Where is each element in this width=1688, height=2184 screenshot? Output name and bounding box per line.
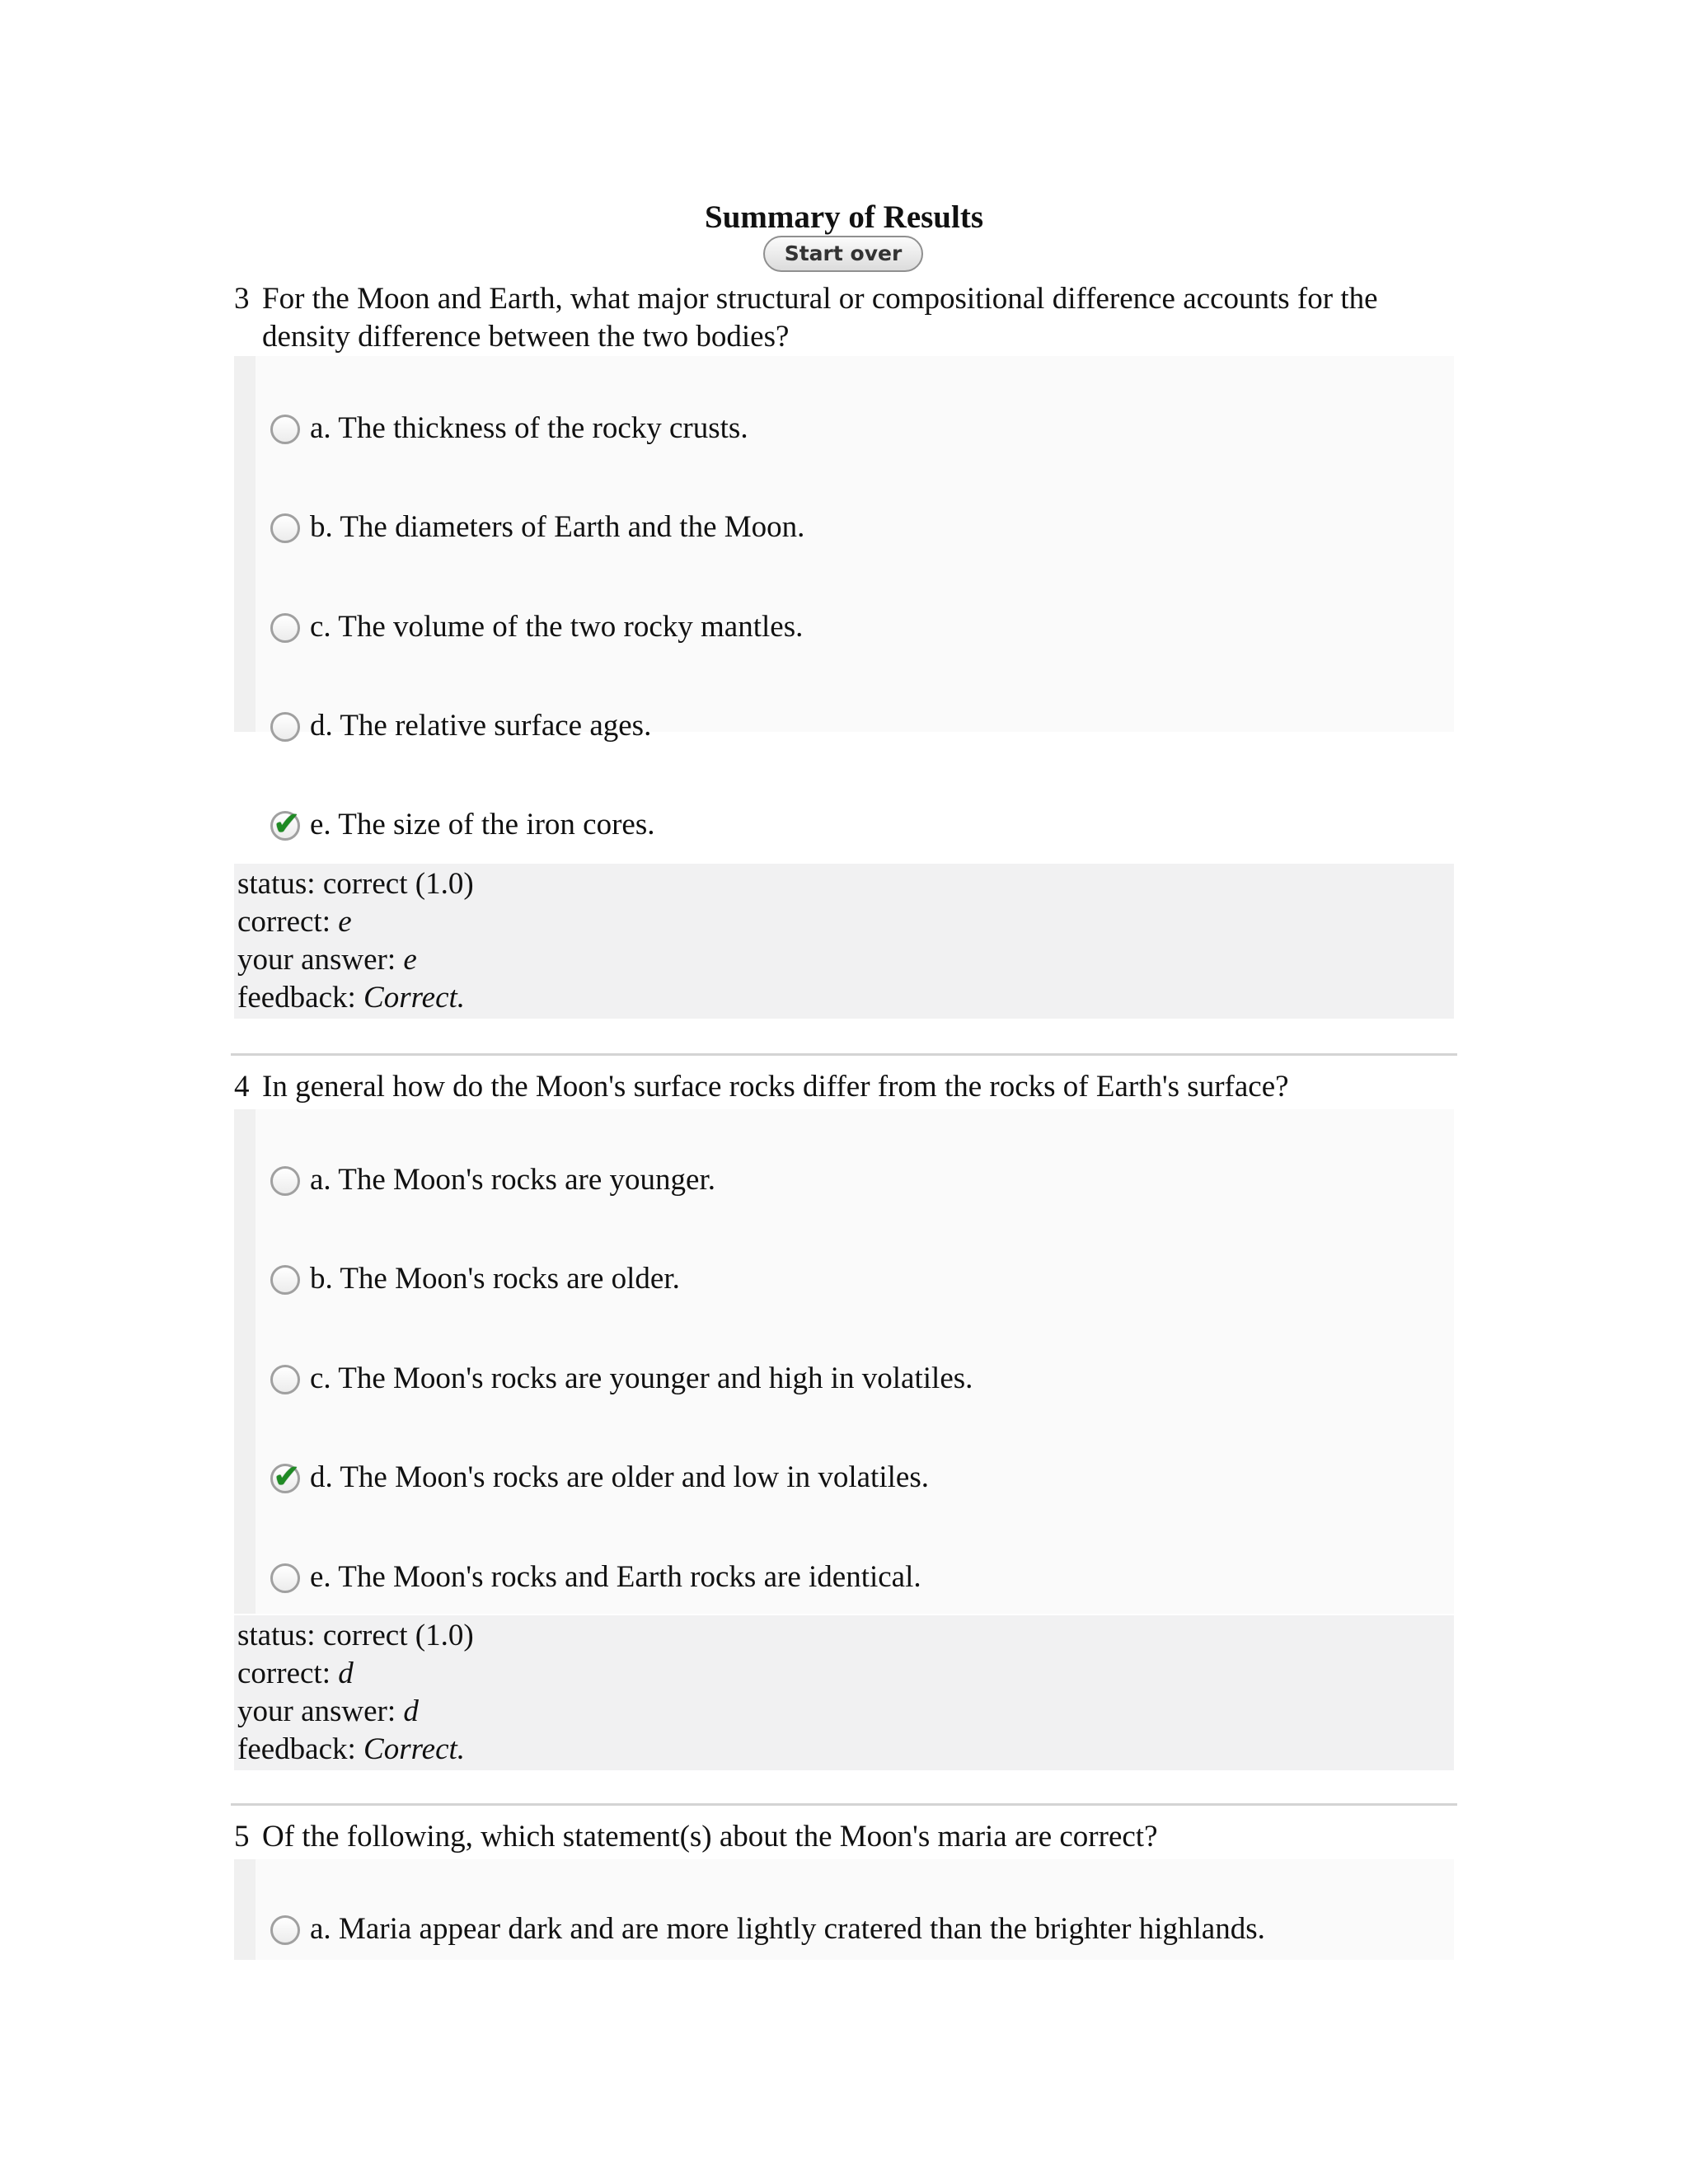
- choice-label: b. The Moon's rocks are older.: [310, 1262, 680, 1296]
- radio-unchecked-icon[interactable]: [270, 513, 300, 543]
- radio-unchecked-icon[interactable]: [270, 1166, 300, 1196]
- question-3: [234, 280, 1454, 1022]
- correct-line: [237, 903, 1451, 941]
- correct-label: correct:: [237, 905, 331, 939]
- answer-label: your answer:: [237, 1694, 396, 1728]
- status-label: status:: [237, 1619, 316, 1652]
- question-number: 3: [234, 282, 250, 316]
- question-4: [234, 1068, 1454, 1777]
- status-line: [237, 865, 1451, 903]
- result-status-box: [234, 1615, 1454, 1770]
- question-prompt: Of the following, which statement(s) about the Moon's maria are correct?: [262, 1820, 1158, 1854]
- choice-label: e. The Moon's rocks and Earth rocks are identical.: [310, 1560, 921, 1594]
- choice-label: d. The Moon's rocks are older and low in volatiles.: [310, 1460, 929, 1494]
- page-title: Summary of Results: [705, 199, 983, 235]
- choice-label: b. The diameters of Earth and the Moon.: [310, 510, 805, 544]
- status-value: correct (1.0): [322, 1619, 474, 1652]
- choice-label: c. The Moon's rocks are younger and high in volatiles.: [310, 1361, 973, 1395]
- feedback-line: [237, 1731, 1451, 1769]
- radio-unchecked-icon[interactable]: [270, 1265, 300, 1295]
- result-status-box: [234, 864, 1454, 1019]
- correct-value: e: [338, 905, 352, 939]
- choice-label: e. The size of the iron cores.: [310, 808, 655, 841]
- question-5: [234, 1818, 1454, 1966]
- correct-value: d: [338, 1657, 354, 1690]
- radio-unchecked-icon[interactable]: [270, 1563, 300, 1593]
- radio-unchecked-icon[interactable]: [270, 415, 300, 444]
- status-line: [237, 1617, 1451, 1655]
- status-value: correct (1.0): [322, 867, 474, 901]
- radio-unchecked-icon[interactable]: [270, 712, 300, 742]
- start-over-button[interactable]: Start over: [763, 236, 923, 272]
- question-prompt: In general how do the Moon's surface rocks differ from the rocks of Earth's surface?: [262, 1070, 1289, 1104]
- question-prompt: For the Moon and Earth, what major structural or compositional difference accounts for the density difference between the two bodies?: [262, 282, 1378, 354]
- question-divider: [231, 1053, 1457, 1056]
- feedback-line: [237, 979, 1451, 1017]
- choice-label: a. The Moon's rocks are younger.: [310, 1163, 716, 1197]
- answer-label: your answer:: [237, 943, 396, 977]
- feedback-value: Correct.: [363, 981, 466, 1015]
- checkmark-icon[interactable]: [270, 1464, 300, 1493]
- question-number: 5: [234, 1820, 250, 1854]
- choice-label: a. Maria appear dark and are more lightly cratered than the brighter highlands.: [310, 1912, 1265, 1946]
- feedback-value: Correct.: [363, 1732, 466, 1766]
- feedback-label: feedback:: [237, 981, 356, 1015]
- answer-value: d: [403, 1694, 419, 1728]
- choice-label: a. The thickness of the rocky crusts.: [310, 411, 748, 445]
- choice-label: d. The relative surface ages.: [310, 709, 652, 743]
- question-number: 4: [234, 1070, 250, 1104]
- radio-unchecked-icon[interactable]: [270, 1915, 300, 1945]
- answer-line: [237, 941, 1451, 979]
- radio-unchecked-icon[interactable]: [270, 1365, 300, 1394]
- question-divider: [231, 1803, 1457, 1806]
- choice-label: c. The volume of the two rocky mantles.: [310, 610, 804, 644]
- correct-line: [237, 1655, 1451, 1693]
- answer-value: e: [403, 943, 417, 977]
- status-label: status:: [237, 867, 316, 901]
- checkmark-icon[interactable]: [270, 811, 300, 841]
- feedback-label: feedback:: [237, 1732, 356, 1766]
- radio-unchecked-icon[interactable]: [270, 613, 300, 643]
- correct-label: correct:: [237, 1657, 331, 1690]
- answer-line: [237, 1693, 1451, 1731]
